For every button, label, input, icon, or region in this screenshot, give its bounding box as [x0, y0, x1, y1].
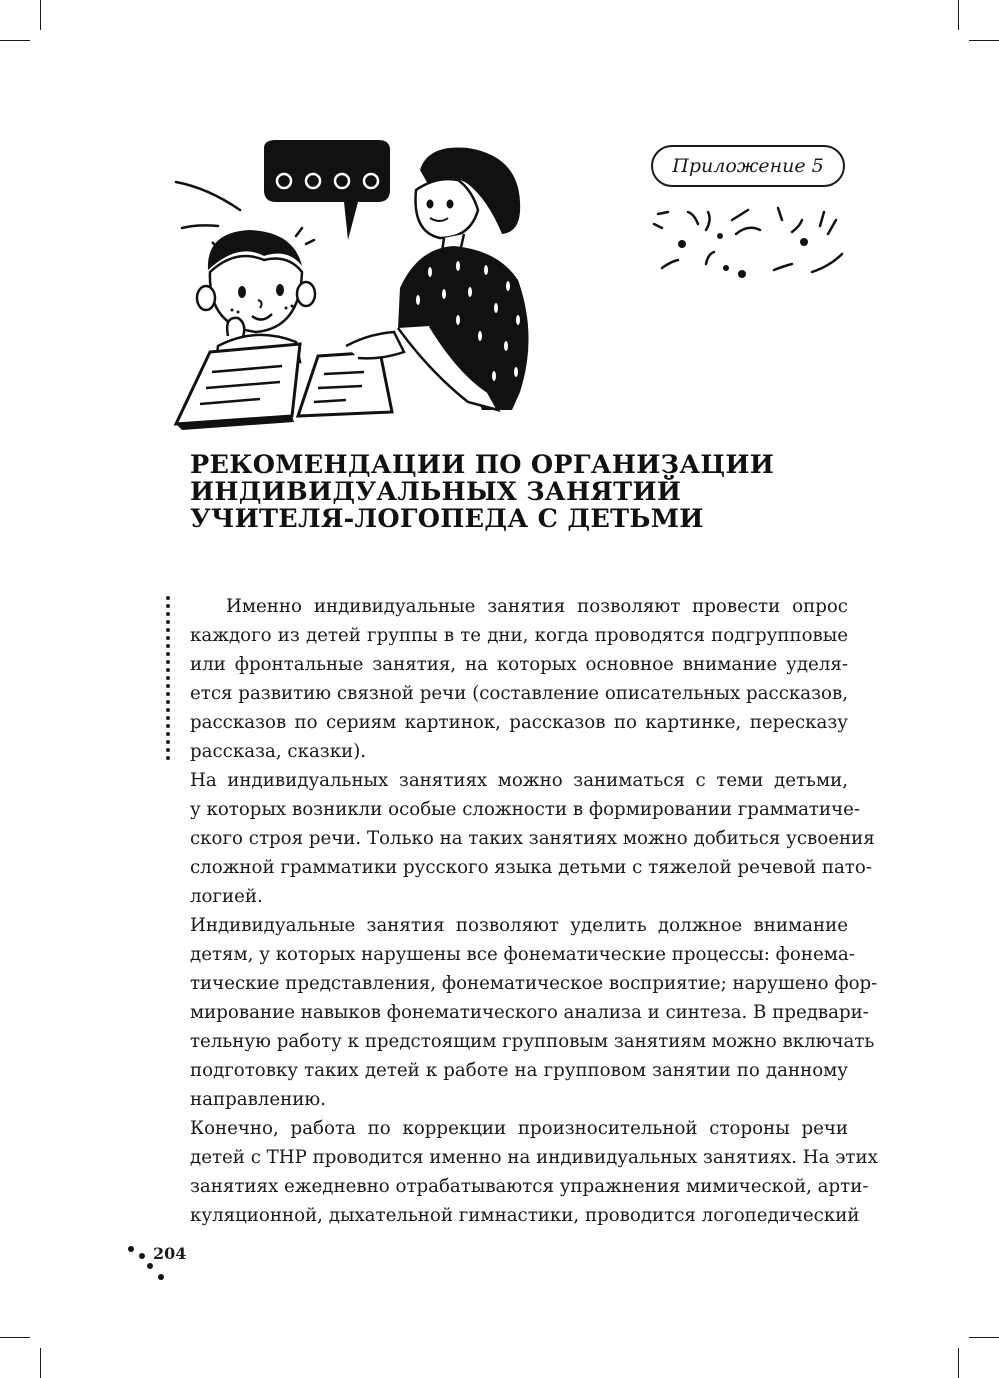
text-line: направлению. [190, 1089, 326, 1110]
title-line: РЕКОМЕНДАЦИИ ПО ОРГАНИЗАЦИИ [190, 450, 775, 480]
text-line: детям, у которых нарушены все фонематические процессы: фонема- [190, 944, 855, 965]
paragraph [190, 911, 878, 1114]
text-line: занятиях ежедневно отрабатываются упражнения мимической, арти- [190, 1176, 869, 1197]
page-title [190, 452, 870, 533]
body-text [190, 592, 878, 1230]
teacher-and-child-reading-illustration [168, 140, 538, 430]
crop-mark-bottom-left-v [40, 1348, 41, 1378]
paragraph [190, 1114, 878, 1230]
crop-mark-top-left-v [40, 0, 41, 30]
crop-mark-top-right-h [969, 40, 999, 41]
text-line: тельную работу к предстоящим групповым занятиям можно включать [190, 1031, 875, 1052]
text-line: рассказов по сериям картинок, рассказов по картинке, пересказу [190, 712, 848, 733]
decorative-sparkles-icon [652, 206, 852, 286]
title-line: ИНДИВИДУАЛЬНЫХ ЗАНЯТИЙ [190, 477, 682, 507]
text-line: детей с ТНР проводится именно на индивидуальных занятиях. На этих [190, 1147, 878, 1168]
crop-mark-top-right-v [958, 0, 959, 30]
page-number: 204 [153, 1244, 187, 1263]
crop-mark-bottom-right-v [958, 1348, 959, 1378]
text-line: рассказа, сказки). [190, 741, 367, 762]
crop-mark-bottom-left-h [0, 1337, 30, 1338]
text-line: мирование навыков фонематического анализа и синтеза. В предвари- [190, 1002, 869, 1023]
text-line: куляционной, дыхательной гимнастики, проводится логопедический [190, 1205, 860, 1226]
text-line: ется развитию связной речи (составление описательных рассказов, [190, 683, 848, 704]
text-line: или фронтальные занятия, на которых основное внимание уделя- [190, 654, 848, 675]
paragraph [190, 766, 875, 911]
crop-mark-bottom-right-h [969, 1337, 999, 1338]
appendix-badge: Приложение 5 [651, 145, 845, 187]
text-line: логией. [190, 886, 263, 907]
text-line: На индивидуальных занятиях можно заниматься с теми детьми, [190, 770, 848, 791]
title-line: УЧИТЕЛЯ-ЛОГОПЕДА С ДЕТЬМИ [190, 504, 704, 534]
paragraph [190, 592, 848, 766]
text-line: Индивидуальные занятия позволяют уделить должное внимание [190, 915, 848, 936]
text-line: сложной грамматики русского языка детьми с тяжелой речевой пато- [190, 857, 872, 878]
dotted-divider [166, 596, 172, 758]
text-line: подготовку таких детей к работе на групповом занятии по данному [190, 1060, 848, 1081]
text-line: каждого из детей группы в те дни, когда проводятся подгрупповые [190, 625, 848, 646]
text-line: Именно индивидуальные занятия позволяют провести опрос [226, 596, 848, 617]
text-line: у которых возникли особые сложности в формировании грамматиче- [190, 799, 861, 820]
text-line: ского строя речи. Только на таких занятиях можно добиться усвоения [190, 828, 875, 849]
text-line: Конечно, работа по коррекции произносительной стороны речи [190, 1118, 848, 1139]
text-line: тические представления, фонематическое восприятие; нарушено фор- [190, 973, 878, 994]
crop-mark-top-left-h [0, 40, 30, 41]
